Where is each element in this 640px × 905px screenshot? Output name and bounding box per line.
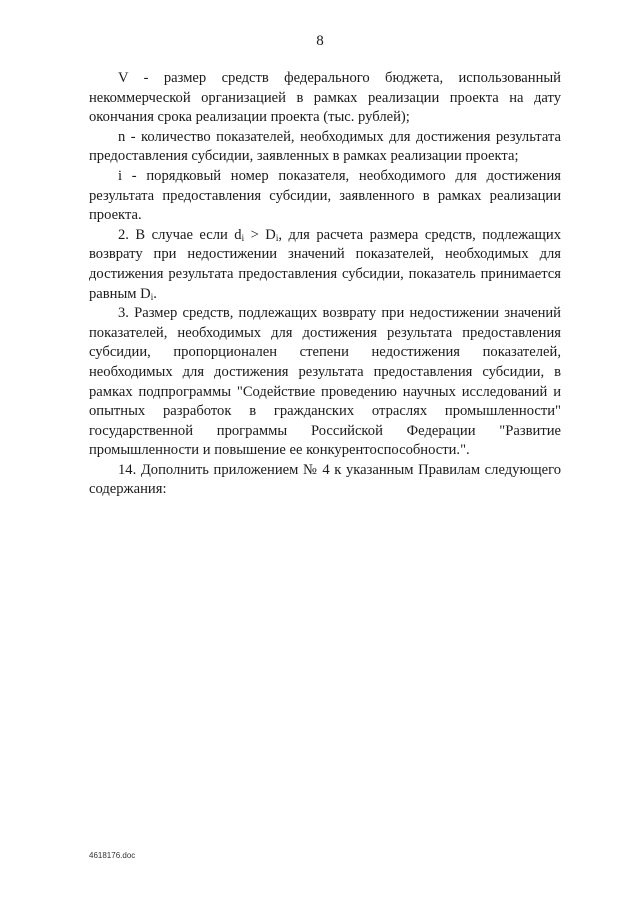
- subscript-i: i: [275, 232, 279, 243]
- clause-2-text-a: 2. В случае если d: [118, 226, 242, 243]
- page-number: 8: [316, 33, 324, 49]
- paragraph-v-definition: V - размер средств федерального бюджета, использованный некоммерческой организацией в рамках реализации проекта на дату окончания срока реализации проекта (тыс. рублей);: [89, 70, 561, 126]
- clause-2-text-d: .: [153, 285, 157, 302]
- clause-2-text-c: , для расчета размера средств, подлежащих возврату при недостижении значений показателей, необходимых для достижения результата предоставления субсидии, показатель принимается равным D: [89, 226, 561, 302]
- paragraph-clause-2: [89, 226, 561, 304]
- paragraph-clause-3: 3. Размер средств, подлежащих возврату при недостижении значений показателей, необходимых для достижения результата предоставления субсидии, пропорционален степени недостижения показателей, необходимых для достижения результата предоставления субсидии, в рамках подпрограммы "Содействие проведению научных исследований и опытных разработок в гражданских отраслях промышленности" государственной программы Российской Федерации "Развитие промышленности и повышение ее конкурентоспособности.".: [89, 305, 561, 459]
- document-body: [89, 69, 561, 500]
- subscript-i: i: [150, 291, 154, 302]
- paragraph-n-definition: n - количество показателей, необходимых для достижения результата предоставления субсидии, заявленных в рамках реализации проекта;: [89, 128, 561, 165]
- clause-2-text-b: > D: [244, 226, 276, 243]
- subscript-i: i: [241, 232, 245, 243]
- paragraph-clause-14: 14. Дополнить приложением № 4 к указанным Правилам следующего содержания:: [89, 461, 561, 498]
- paragraph-i-definition: i - порядковый номер показателя, необходимого для достижения результата предоставления субсидии, заявленного в рамках реализации проекта.: [89, 167, 561, 224]
- file-name-footer: 4618176.doc: [89, 851, 136, 860]
